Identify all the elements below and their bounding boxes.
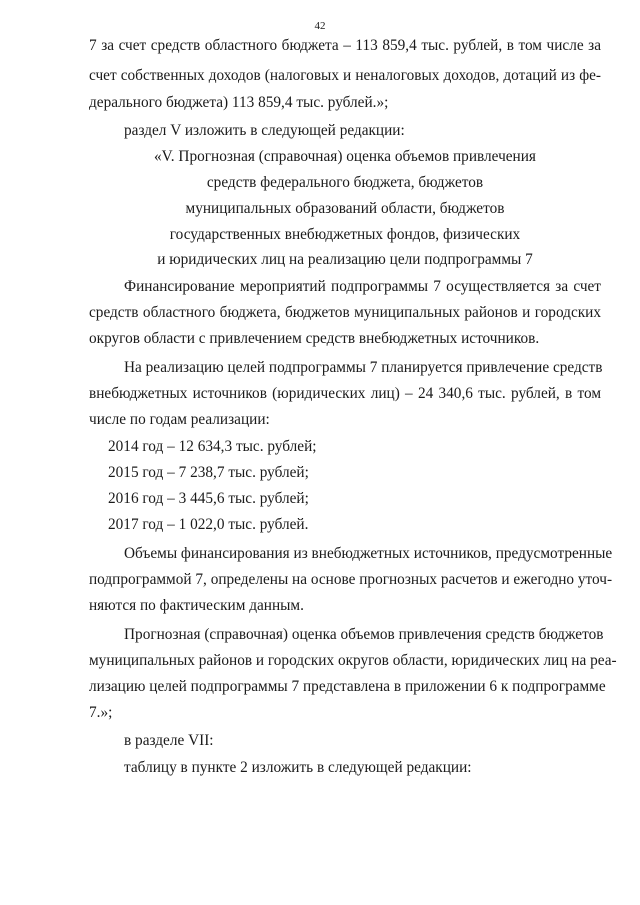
text-line: подпрограммой 7, определены на основе прогнозных расчетов и ежегодно уточ- (89, 571, 613, 588)
text-line: внебюджетных источников (юридических лиц) – 24 340,6 тыс. рублей, в том (89, 385, 601, 402)
text-line: раздел V изложить в следующей редакции: (124, 122, 405, 139)
text-line: счет собственных доходов (налоговых и неналоговых доходов, дотаций из фе- (89, 67, 601, 84)
year-line: 2015 год – 7 238,7 тыс. рублей; (108, 464, 309, 481)
text-line: числе по годам реализации: (89, 411, 270, 428)
year-line: 2014 год – 12 634,3 тыс. рублей; (108, 438, 317, 455)
text-line: лизацию целей подпрограммы 7 представлена в приложении 6 к подпрограмме (89, 678, 606, 695)
text-line: муниципальных районов и городских округов области, юридических лиц на реа- (89, 652, 617, 669)
section-heading-line: муниципальных образований области, бюджетов (185, 200, 505, 217)
page-number: 42 (314, 20, 326, 32)
year-line: 2016 год – 3 445,6 тыс. рублей; (108, 490, 309, 507)
text-line: округов области с привлечением средств внебюджетных источников. (89, 330, 540, 347)
section-heading-line: «V. Прогнозная (справочная) оценка объемов привлечения (154, 148, 536, 165)
section-heading-line: средств федерального бюджета, бюджетов (206, 174, 484, 191)
section-heading-line: государственных внебюджетных фондов, физических (169, 226, 521, 243)
text-line: 7 за счет средств областного бюджета – 113 859,4 тыс. рублей, в том числе за (89, 37, 601, 54)
text-line: няются по фактическим данным. (89, 597, 304, 614)
text-line: 7.»; (89, 704, 113, 721)
text-line: Прогнозная (справочная) оценка объемов привлечения средств бюджетов (124, 626, 604, 643)
text-line: средств областного бюджета, бюджетов муниципальных районов и городских (89, 304, 601, 321)
section-heading-line: и юридических лиц на реализацию цели подпрограммы 7 (157, 251, 533, 268)
year-line: 2017 год – 1 022,0 тыс. рублей. (108, 516, 309, 533)
text-line: в разделе VII: (124, 732, 214, 749)
text-line: таблицу в пункте 2 изложить в следующей редакции: (124, 759, 472, 776)
text-line: дерального бюджета) 113 859,4 тыс. рублей.»; (89, 94, 389, 111)
text-line: Финансирование мероприятий подпрограммы 7 осуществляется за счет (124, 278, 601, 295)
text-line: Объемы финансирования из внебюджетных источников, предусмотренные (124, 545, 613, 562)
text-line: На реализацию целей подпрограммы 7 планируется привлечение средств (124, 359, 603, 376)
